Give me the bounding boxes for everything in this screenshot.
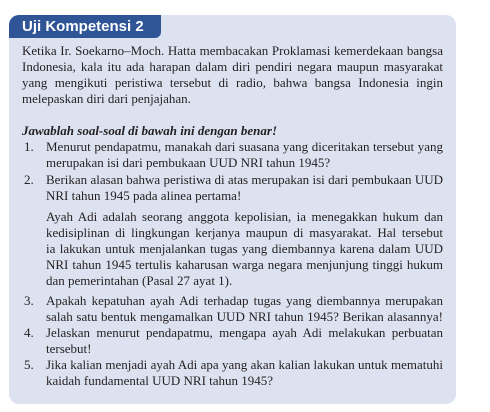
intro-line: Indonesia, kala itu ada harapan dalam diri pendiri negara maupun masyarakat — [22, 59, 443, 74]
story-line: kedisiplinan di lingkungan kerjanya maupun di masyarakat. Hal tersebut — [46, 225, 443, 240]
intro-line: yang mengikuti peristiwa tersebut di radio, bahwa bangsa Indonesia ingin — [22, 75, 443, 90]
question-number: 5. — [24, 357, 34, 372]
question-number: 4. — [24, 325, 34, 340]
story-line: NRI tahun 1945 tertulis kaharusan warga negara menjunjung tinggi hukum — [46, 257, 443, 272]
question-line: kaidah fundamental UUD NRI tahun 1945? — [46, 373, 274, 388]
question-number: 2. — [24, 172, 34, 187]
question-line: Apakah kepatuhan ayah Adi terhadap tugas yang diembannya merupakan — [46, 293, 443, 308]
instruction-heading: Jawablah soal-soal di bawah ini dengan benar! — [22, 123, 277, 138]
question-line: Jelaskan menurut pendapatmu, mengapa ayah Adi melakukan perbuatan — [46, 325, 443, 340]
question-line: NRI tahun 1945 pada alinea pertama! — [46, 188, 242, 203]
story-line: ia lakukan untuk menjalankan tugas yang diembannya karena dalam UUD — [46, 241, 443, 256]
question-line: merupakan isi dari pembukaan UUD NRI tahun 1945? — [46, 155, 331, 170]
intro-line: melepaskan diri dari penjajahan. — [22, 91, 191, 106]
question-line: Jika kalian menjadi ayah Adi apa yang akan kalian lakukan untuk mematuhi — [46, 357, 443, 372]
question-line: Berikan alasan bahwa peristiwa di atas merupakan isi dari pembukaan UUD — [46, 172, 443, 187]
question-number: 3. — [24, 293, 34, 308]
story-line: Ayah Adi adalah seorang anggota kepolisian, ia menegakkan hukum dan — [46, 209, 443, 224]
intro-line: Ketika Ir. Soekarno–Moch. Hatta membacakan Proklamasi kemerdekaan bangsa — [22, 43, 443, 58]
question-line: salah satu bentuk mengamalkan UUD NRI tahun 1945? Berikan alasannya! — [46, 309, 443, 324]
question-number: 1. — [24, 139, 34, 154]
story-line: dan pemerintahan (Pasal 27 ayat 1). — [46, 273, 233, 288]
question-line: tersebut! — [46, 341, 92, 356]
section-title: Uji Kompetensi 2 — [22, 18, 144, 35]
question-line: Menurut pendapatmu, manakah dari suasana yang diceritakan tersebut yang — [46, 139, 443, 154]
